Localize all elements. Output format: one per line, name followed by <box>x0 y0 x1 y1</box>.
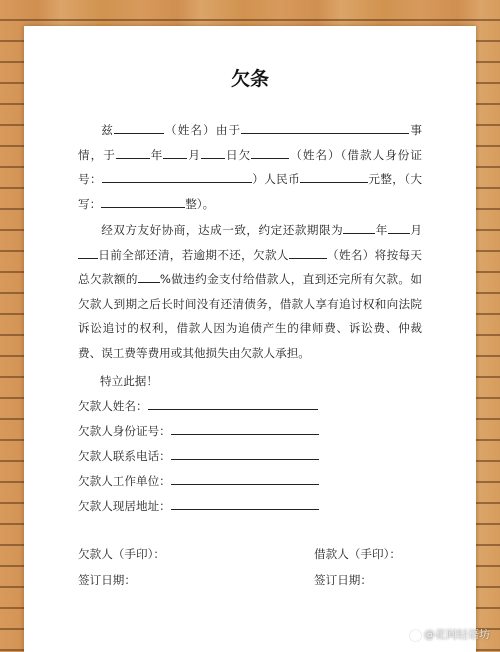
field-label: 欠款人身份证号： <box>78 424 171 438</box>
text-segment: 日前全部还清，若逾期不还，欠款人 <box>98 247 289 262</box>
blank-lender-name <box>251 146 289 159</box>
blank-amount-uppercase <box>101 195 185 208</box>
document-page <box>24 26 476 652</box>
closing-statement: 特立此据！ <box>100 374 158 388</box>
field-debtor-employer <box>78 473 319 489</box>
blank-debtor-name-2 <box>289 246 327 259</box>
text-segment: 年 <box>149 147 164 162</box>
paragraph-repayment-terms <box>78 218 422 365</box>
text-segment: 日欠 <box>225 147 252 162</box>
blank-due-month <box>388 221 410 234</box>
lender-signature-label: 借款人（手印）： <box>314 547 401 561</box>
text-segment: 整）。 <box>185 196 215 211</box>
blank-month <box>163 146 187 159</box>
document-title: 欠条 <box>230 68 269 90</box>
blank-year <box>116 146 150 159</box>
field-line <box>171 424 319 435</box>
field-line <box>148 399 318 410</box>
watermark-logo-icon <box>409 629 422 642</box>
field-debtor-address <box>78 498 319 514</box>
watermark <box>409 626 490 642</box>
field-line <box>171 499 319 510</box>
blank-day <box>201 146 225 159</box>
field-debtor-name <box>78 398 318 414</box>
blank-amount <box>300 170 368 183</box>
field-line <box>171 474 319 485</box>
field-label: 欠款人现居地址： <box>78 499 171 513</box>
debtor-signature-label: 欠款人（手印）： <box>78 547 165 561</box>
text-segment: （姓名）将按每天总欠款额的 <box>78 247 422 286</box>
text-segment: 兹 <box>101 123 114 137</box>
field-debtor-phone <box>78 448 319 464</box>
text-segment: （姓名）由于 <box>163 123 242 137</box>
text-segment: 经双方友好协商，达成一致，约定还款期限为 <box>101 223 344 237</box>
field-debtor-id <box>78 423 319 439</box>
field-label: 欠款人姓名： <box>78 399 148 413</box>
field-line <box>171 449 319 460</box>
field-label: 欠款人联系电话： <box>78 449 171 463</box>
text-segment: 年 <box>375 223 388 237</box>
watermark-text: @花间轻语坊 <box>424 628 490 641</box>
text-segment: 事情，于 <box>78 123 422 162</box>
blank-penalty-rate <box>138 270 160 283</box>
paragraph-debt-details <box>78 118 422 216</box>
blank-due-year <box>343 221 375 234</box>
text-segment: 月 <box>187 147 202 162</box>
date-label-left: 签订日期： <box>78 573 136 587</box>
blank-due-day <box>78 246 98 259</box>
blank-reason <box>241 121 409 134</box>
blank-debtor-name <box>114 121 164 134</box>
field-label: 欠款人工作单位： <box>78 474 171 488</box>
text-segment: ）人民币 <box>251 172 301 186</box>
text-segment: %做违约金支付给借款人，直到还完所有欠款。如欠款人到期之后长时间没有还清债务，借款人享有追讨权和向法院诉讼追讨的权利，借款人因为追债产生的律师费、诉讼费、仲裁费、误工费等费用或其他损失由欠款人承担。 <box>78 272 422 360</box>
text-segment: 月 <box>409 223 422 237</box>
date-label-right: 签订日期： <box>314 573 372 587</box>
text-segment: （姓名）（借款人身份证号： <box>78 147 422 186</box>
blank-id-number <box>102 170 252 183</box>
text-segment: 元整，（大写： <box>78 172 422 211</box>
